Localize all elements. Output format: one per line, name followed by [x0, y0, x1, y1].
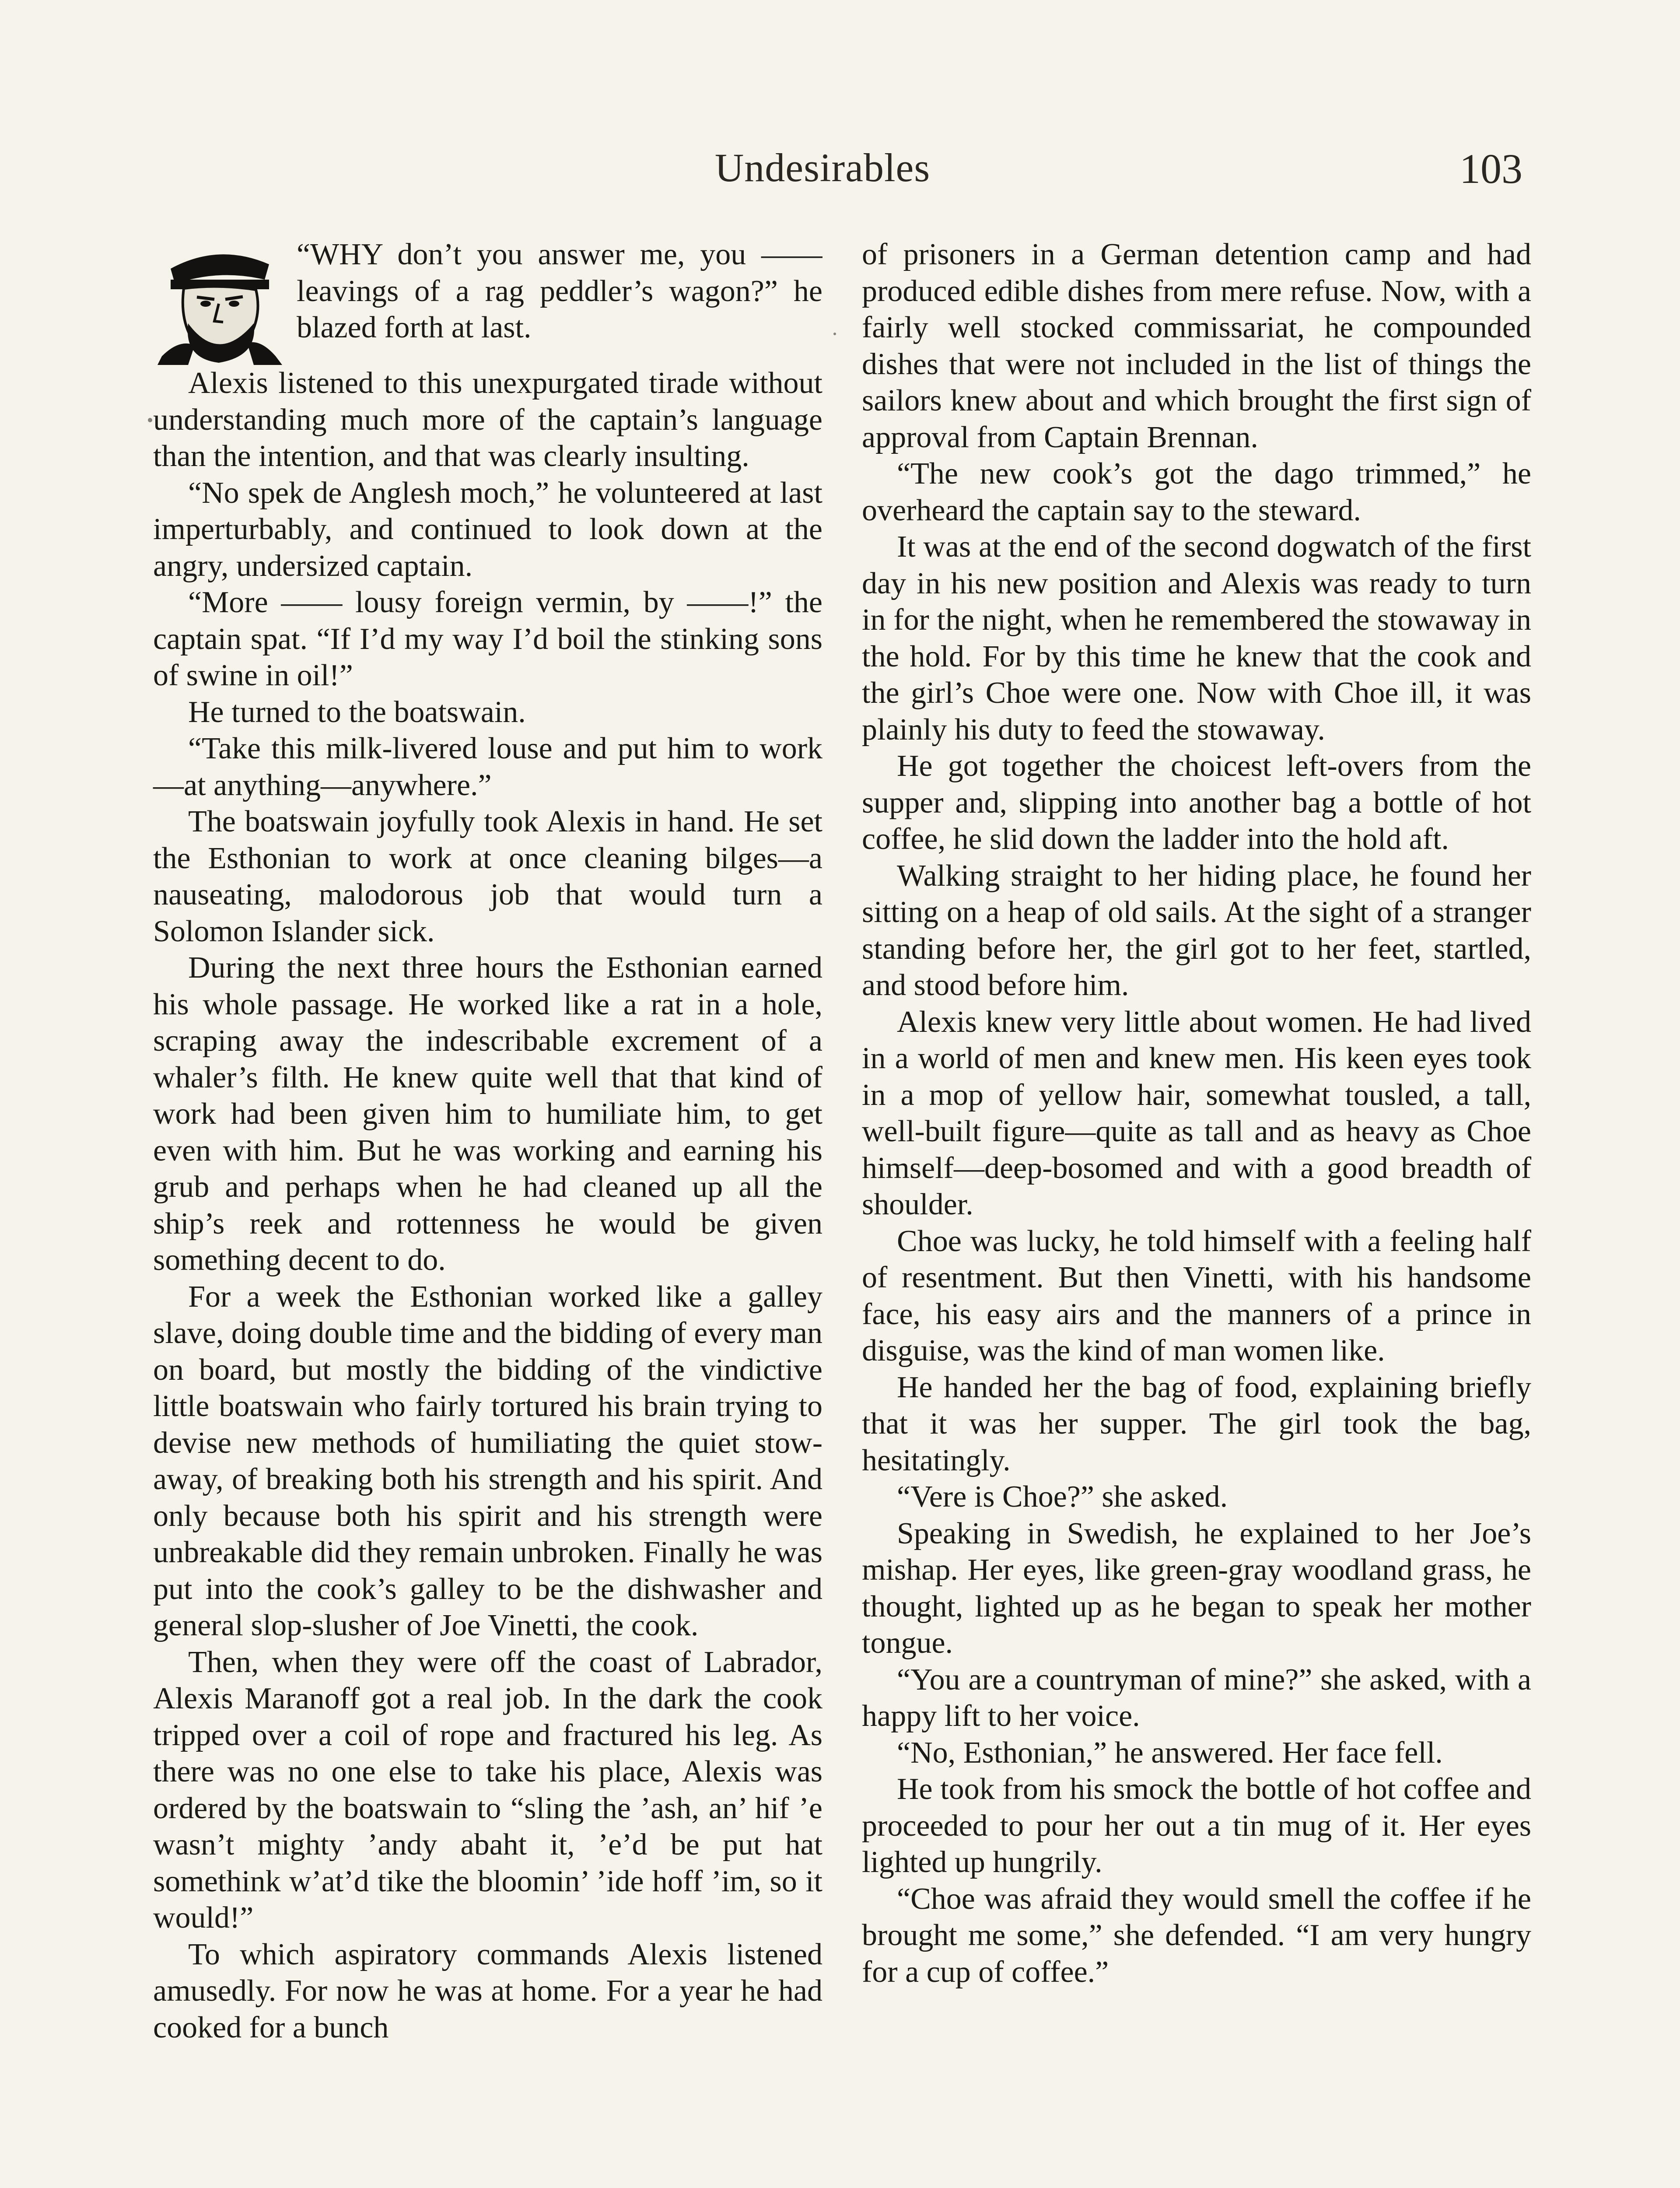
page-number: 103	[1460, 145, 1522, 192]
continued-paragraph: of prisoners in a German detention camp and had produced edible dishes from mere refuse. Now, with a fairly well stocked commissariat, he compounded dishes that were not included in the list of things the sailors knew about and which brought the first sign of approval from Captain Brennan.	[862, 238, 1531, 454]
paragraph: He took from his smock the bottle of hot coffee and proceeded to pour her out a tin mug of it. Her eyes lighted up hungrily.	[862, 1772, 1531, 1879]
running-title: Undesirables	[714, 145, 931, 190]
print-speck	[833, 333, 836, 335]
paragraph: Alexis listened to this unexpurgated tirade without understanding much more of the captain’s language than the intention, and that was clearly insulting.	[153, 366, 822, 473]
paragraph: To which aspiratory commands Alexis listened amusedly. For now he was at home. For a year he had cooked for a bunch	[153, 1937, 822, 2044]
opening-block	[153, 236, 822, 365]
paragraph: The boatswain joyfully took Alexis in hand. He set the Esthonian to work at once cleaning bilges—a nauseating, malodorous job that would turn a Solomon Islander sick.	[153, 805, 822, 948]
right-column	[862, 236, 1531, 1990]
paragraph: During the next three hours the Esthonian earned his whole passage. He worked like a rat in a hole, scraping away the indescribable excrement of a whaler’s filth. He knew quite well that that kind of work had been given him to humiliate him, to get even with him. But he was working and earning his grub and perhaps when he had cleaned up all the ship’s reek and rottenness he would be given something decent to do.	[153, 951, 822, 1277]
paragraph: “You are a countryman of mine?” she asked, with a happy lift to her voice.	[862, 1662, 1531, 1733]
paragraph: “No, Esthonian,” he answered. Her face fell.	[897, 1736, 1443, 1770]
paragraph: “No spek de Anglesh moch,” he volunteered at last imperturbably, and continued to look down at the angry, undersized captain.	[153, 476, 822, 583]
paragraph: He turned to the boatswain.	[188, 695, 526, 729]
paragraph: “More —— lousy foreign vermin, by ——!” the captain spat. “If I’d my way I’d boil the stinking sons of swine in oil!”	[153, 586, 822, 692]
paragraph: “Choe was afraid they would smell the coffee if he brought me some,” she defended. “I am very hungry for a cup of coffee.”	[862, 1882, 1531, 1989]
paragraph: Alexis knew very little about women. He had lived in a world of men and knew men. His keen eyes took in a mop of yellow hair, somewhat tousled, a tall, well-built figure—quite as tall and as heavy as Choe himself—deep-bosomed and with a good breadth of shoulder.	[862, 1005, 1531, 1221]
paragraph: He handed her the bag of food, explaining briefly that it was her supper. The girl took the bag, hesitatingly.	[862, 1370, 1531, 1477]
paragraph: “Take this milk-livered louse and put him to work—at anything—anywhere.”	[153, 732, 822, 802]
opening-paragraph: “WHY don’t you answer me, you —— leavings of a rag peddler’s wagon?” he blazed forth at last.	[297, 238, 822, 344]
left-column	[153, 236, 822, 2046]
paragraph: For a week the Esthonian worked like a galley slave, doing double time and the bidding of every man on board, but mostly the bidding of the vindictive little boatswain who fairly tortured his brain trying to devise new methods of humiliating the quiet stowaway, of breaking both his strength and his spirit. And only because both his spirit and his strength were unbreakable did they remain unbroken. Finally he was put into the cook’s galley to be the dishwasher and general slop-slusher of Joe Vinetti, the cook.	[153, 1280, 822, 1642]
paragraph: Choe was lucky, he told himself with a feeling half of resentment. But then Vinetti, with his handsome face, his easy airs and the manners of a prince in disguise, was the kind of man women like.	[862, 1224, 1531, 1368]
paragraph: Walking straight to her hiding place, he found her sitting on a heap of old sails. At the sight of a stranger standing before her, the girl got to her feet, startled, and stood before him.	[862, 859, 1531, 1002]
paragraph: “The new cook’s got the dago trimmed,” he overheard the captain say to the steward.	[862, 457, 1531, 527]
paragraph: Speaking in Swedish, he explained to her Joe’s mishap. Her eyes, like green-gray woodland grass, he thought, lighted up as he began to speak her mother tongue.	[862, 1516, 1531, 1660]
print-speck	[148, 418, 152, 422]
paragraph: It was at the end of the second dogwatch of the first day in his new position and Alexis was ready to turn in for the night, when he remembered the stowaway in the hold. For by this time he knew that the cook and the girl’s Choe were one. Now with Choe ill, it was plainly his duty to feed the stowaway.	[862, 530, 1531, 747]
paragraph: Then, when they were off the coast of Labrador, Alexis Maranoff got a real job. In the dark the cook tripped over a coil of rope and fractured his leg. As there was no one else to take his place, Alexis was ordered by the boatswain to “sling the ’ash, an’ hif ’e wasn’t mighty ’andy abaht it, ’e’d be put hat somethink w’at’d tike the bloomin’ ’ide hoff ’im, so it would!”	[153, 1645, 822, 1935]
paragraph: “Vere is Choe?” she asked.	[897, 1480, 1228, 1514]
captain-portrait-icon	[153, 238, 284, 365]
paragraph: He got together the choicest left-overs from the supper and, slipping into another bag a bottle of hot coffee, he slid down the ladder into the hold aft.	[862, 749, 1531, 856]
